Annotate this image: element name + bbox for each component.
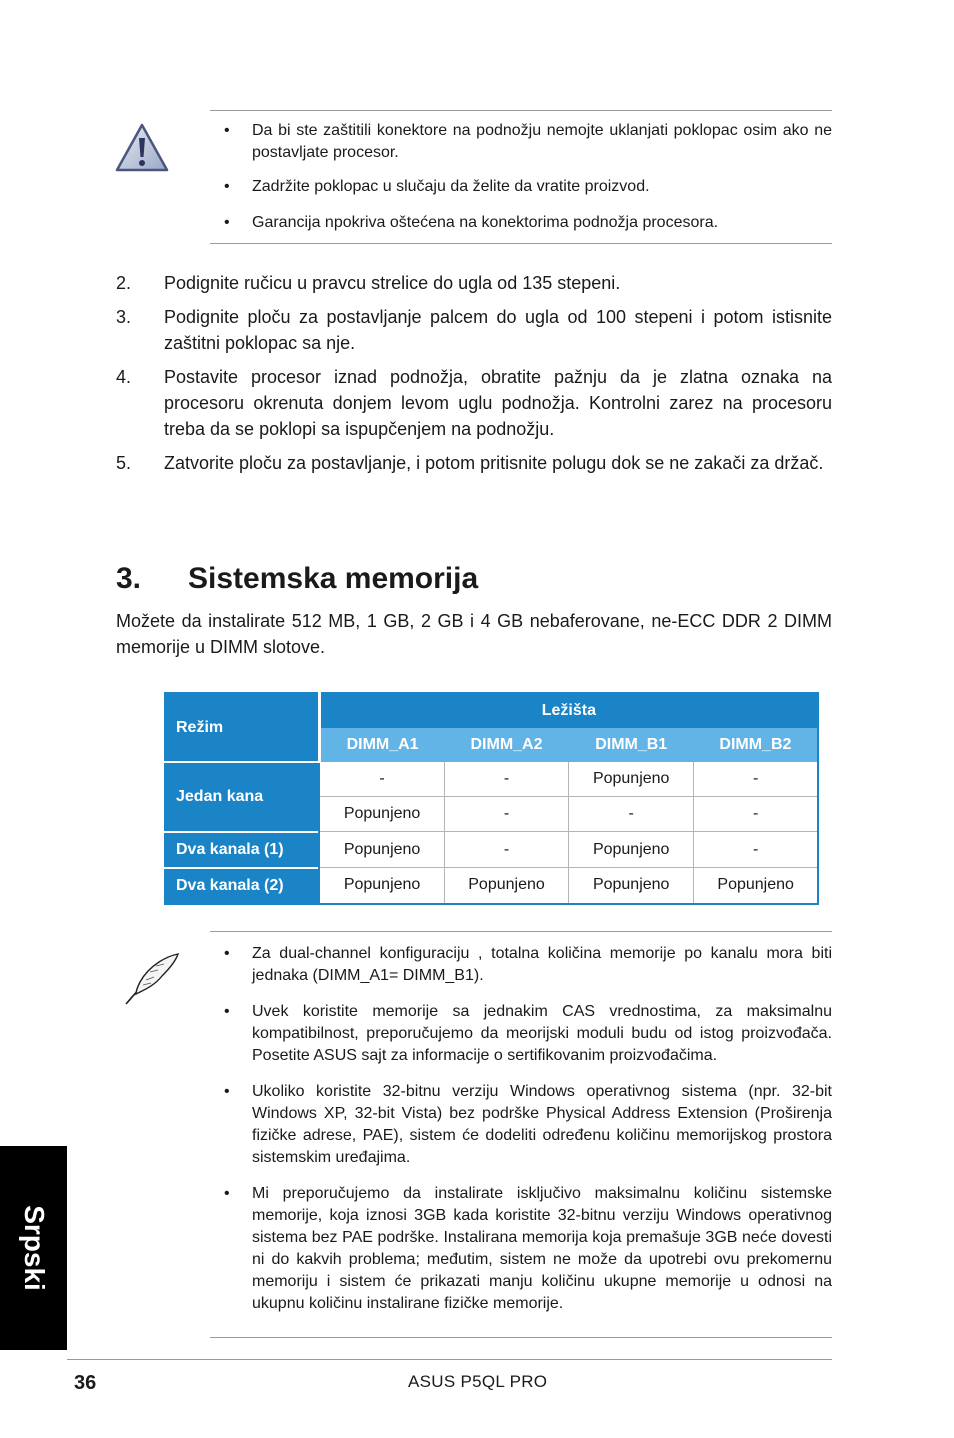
feather-quill-icon — [120, 950, 184, 1008]
note-bottom-rule — [210, 1337, 832, 1338]
note-item: • Za dual-channel konfiguraciju , totalna količina memorije po kanalu mora biti jednaka (DIMM_A1= DIMM_B1). — [224, 945, 832, 984]
table-cell: Popunjeno — [319, 797, 444, 832]
table-cell: - — [444, 832, 568, 868]
memory-config-table — [164, 692, 819, 905]
table-cell: Popunjeno — [444, 868, 568, 904]
language-tab — [0, 1146, 67, 1350]
table-cell: - — [444, 797, 568, 832]
section-title: 3. Sistemska memorija — [116, 562, 479, 595]
table-cell: Popunjeno — [319, 868, 444, 904]
step-item: 3. Podignite ploču za postavljanje palcem do ugla od 100 stepeni i potom istisnite zaštitni poklopac sa nje. — [116, 307, 832, 353]
caution-list — [210, 120, 832, 234]
page-number: 36 — [74, 1372, 97, 1394]
slot-header: DIMM_B2 — [694, 728, 818, 762]
table-cell: Popunjeno — [319, 832, 444, 868]
note-item: • Uvek koristite memorije sa jednakim CAS vrednostima, za maksimalnu kompatibilnost, preporučujemo da meorijski moduli budu od istog proizvođača. Posetite ASUS sajt za informacije o sertifikovanim proizvođačima. — [224, 1003, 832, 1064]
install-steps — [116, 270, 832, 484]
row-label-dual-channel-2: Dva kanala (2) — [165, 868, 319, 904]
slot-header: DIMM_B1 — [569, 728, 694, 762]
note-top-rule — [210, 931, 832, 932]
row-label-dual-channel-1: Dva kanala (1) — [165, 832, 319, 868]
row-label-single-channel: Jedan kana — [165, 762, 319, 832]
note-item: • Ukoliko koristite 32-bitnu verziju Windows operativnog sistema (npr. 32-bit Windows XP, 32-bit Vista) bez podrške Physical Address Extension (Proširenja fizičke adrese, PAE), sistem će dodeliti određenu količinu memorijskog prostora sistemskim uređajima. — [224, 1083, 832, 1166]
slot-header: DIMM_A2 — [444, 728, 568, 762]
table-cell: - — [694, 797, 818, 832]
table-row — [165, 762, 818, 797]
memory-notes-list — [210, 943, 832, 1315]
footer-title: ASUS P5QL PRO — [408, 1372, 548, 1391]
step-item: 4. Postavite procesor iznad podnožja, obratite pažnju da je zlatna oznaka na procesoru okrenuta donjem levom uglu podnožja. Kontrolni zarez na procesoru treba da se poklopi sa ispupčenjem na podnožju. — [116, 367, 832, 439]
slots-header: Ležišta — [319, 693, 818, 728]
caution-item: • Da bi ste zaštitili konektore na podnožju nemojte uklanjati poklopac osim ako ne postavljate procesor. — [224, 122, 832, 161]
table-cell: - — [569, 797, 694, 832]
footer-rule — [67, 1359, 832, 1360]
table-cell: Popunjeno — [569, 762, 694, 797]
slot-header: DIMM_A1 — [319, 728, 444, 762]
table-cell: - — [694, 762, 818, 797]
step-item: 2. Podignite ručicu u pravcu strelice do ugla od 135 stepeni. — [116, 273, 621, 293]
table-cell: Popunjeno — [694, 868, 818, 904]
caution-item: • Zadržite poklopac u slučaju da želite da vratite proizvod. — [224, 178, 650, 195]
table-row — [165, 868, 818, 904]
caution-top-rule — [210, 110, 832, 111]
table-row — [165, 832, 818, 868]
note-item: • Mi preporučujemo da instalirate isključivo maksimalnu količinu sistemske memorije, koja iznosi 3GB kada koristite 32-bitnu verziju Windows operativnog sistema bez PAE podrške. Instalirana memorija koja premašuje 3GB neće dovesti ni do kakvih problema; međutim, sistem ne može da upotrebi ovu prekomernu memoriju i sistem će prikazati manju količinu ukupne memorije u odnosi na ukupnu količinu instalirane fizičke memorije. — [224, 1185, 832, 1312]
table-cell: Popunjeno — [569, 868, 694, 904]
table-cell: Popunjeno — [569, 832, 694, 868]
caution-bottom-rule — [210, 243, 832, 244]
caution-item: • Garancija npokriva oštećena na konektorima podnožja procesora. — [224, 214, 719, 231]
step-item: 5. Zatvorite ploču za postavljanje, i potom pritisnite polugu dok se ne zakači za držač. — [116, 453, 824, 473]
section-intro: Možete da instalirate 512 MB, 1 GB, 2 GB i 4 GB nebaferovane, ne-ECC DDR 2 DIMM memorije u DIMM slotove. — [116, 611, 832, 657]
language-tab-label: Srpski — [18, 1205, 50, 1291]
caution-triangle-icon — [114, 122, 170, 174]
table-cell: - — [694, 832, 818, 868]
table-cell: - — [444, 762, 568, 797]
table-cell: - — [319, 762, 444, 797]
mode-header: Režim — [165, 693, 319, 762]
